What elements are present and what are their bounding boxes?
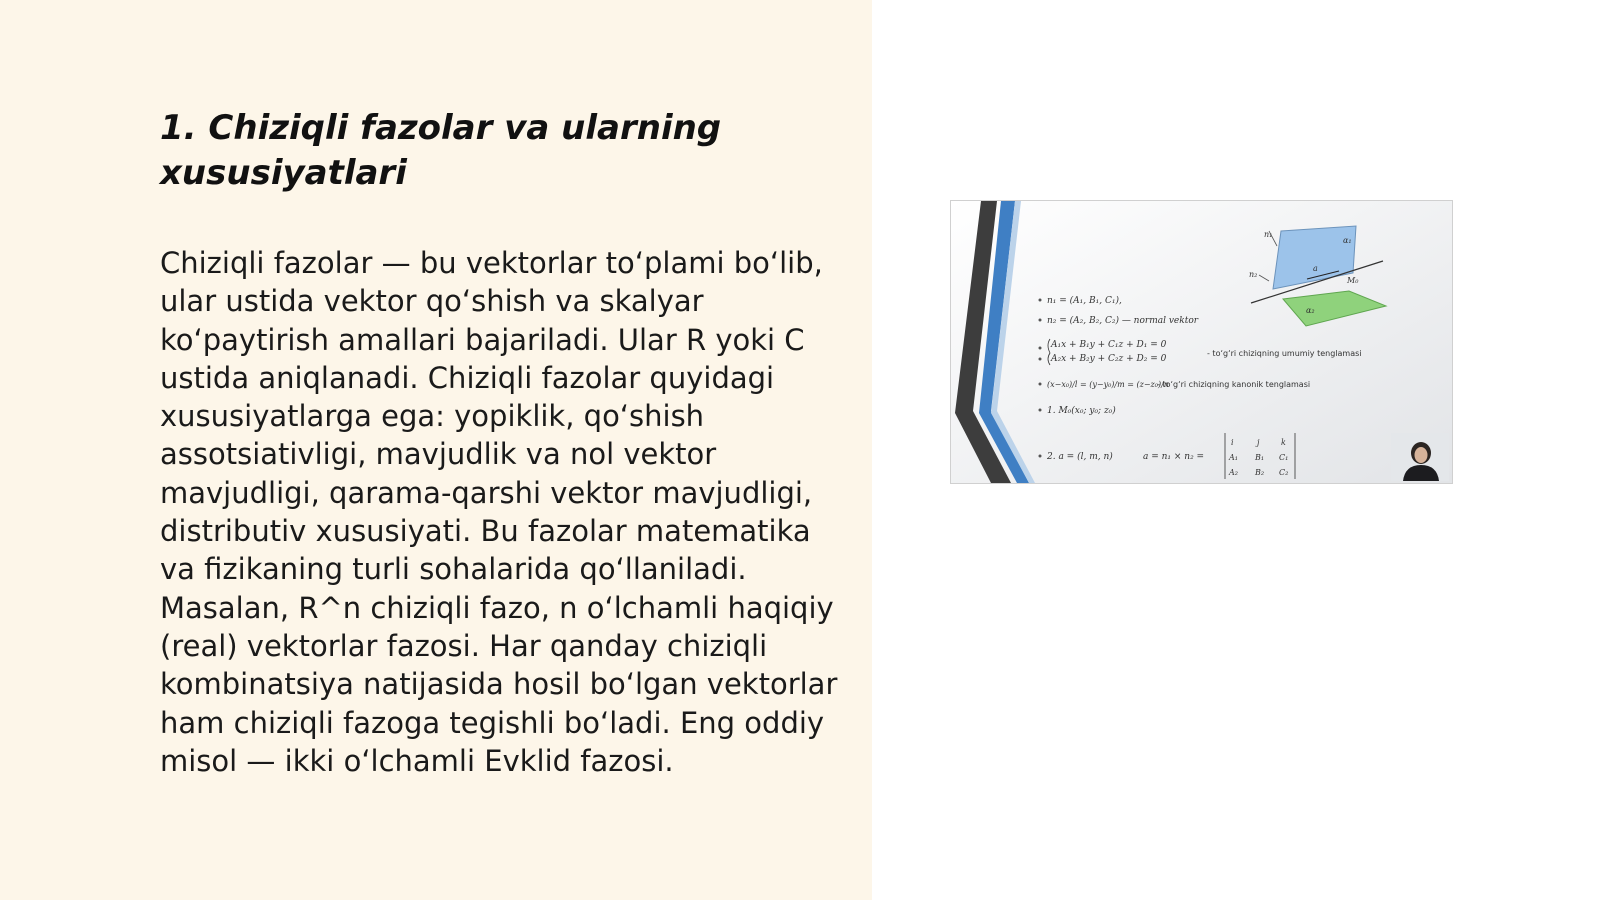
formula-caption: - to‘g‘ri chiziqning umumiy tenglamasi xyxy=(1207,349,1362,358)
slide-body-text: Chiziqli fazolar — bu vektorlar to‘plami bo‘lib, ular ustida vektor qo‘shish va skalyar ko‘paytirish amallari bajariladi. Ular R yoki C ustida aniqlanadi. Chiziqli fazolar quyidagi xususiyatlarga ega: yopiklik, qo‘shish assotsiativligi, mavjudlik va nol vektor mavjudligi, qarama-qarshi vektor mavjudligi, distributiv xususiyati. Bu fazolar matematika va fizikaning turli sohalarida qo‘llaniladi. Masalan, R^n chiziqli fazo, n o‘lchamli haqiqiy (real) vektorlar fazosi. Har qanday chiziqli kombinatsiya natijasida hosil bo‘lgan vektorlar ham chiziqli fazoga tegishli bo‘ladi. Eng oddiy misol — ikki o‘lchamli Evklid fazosi. xyxy=(160,246,838,778)
matrix-cell: A₁ xyxy=(1229,453,1238,462)
slide-title: 1. Chiziqli fazolar va ularning xususiyatlari xyxy=(160,108,722,193)
formula-line: (x−x₀)/l = (y−y₀)/m = (z−z₀)/n xyxy=(1047,380,1169,389)
formula-line: n₁ = (A₁, B₁, C₁), xyxy=(1047,296,1122,306)
figure-label: n₂ xyxy=(1249,270,1258,279)
formula-line: A₂x + B₂y + C₂z + D₂ = 0 xyxy=(1051,354,1167,364)
formula-caption: - to‘g‘ri chiziqning kanonik tenglamasi xyxy=(1157,380,1311,389)
matrix-cell: j xyxy=(1257,438,1260,447)
matrix-cell: i xyxy=(1231,438,1234,447)
matrix-cell: k xyxy=(1281,438,1286,447)
matrix-cell: A₂ xyxy=(1229,468,1238,477)
presenter-icon xyxy=(1391,433,1449,481)
formula-line: 2. a = (l, m, n) xyxy=(1047,452,1113,462)
figure-label: n₁ xyxy=(1264,230,1273,239)
webcam-thumbnail xyxy=(1391,433,1449,481)
matrix-cell: C₁ xyxy=(1279,453,1289,462)
matrix-cell: B₁ xyxy=(1255,453,1265,462)
figure-label: M₀ xyxy=(1347,276,1359,285)
formula-line: a = n₁ × n₂ = xyxy=(1143,452,1205,462)
matrix-cell: C₂ xyxy=(1279,468,1289,477)
lecture-video-screenshot xyxy=(950,200,1453,484)
formula-line: n₂ = (A₂, B₂, C₂) — normal vektor xyxy=(1047,316,1199,326)
figure-label: α₁ xyxy=(1343,236,1352,245)
matrix-cell: B₂ xyxy=(1255,468,1265,477)
figure-label: α₂ xyxy=(1306,306,1315,315)
lecture-slide-image xyxy=(951,201,1452,483)
formula-line: 1. M₀(x₀; y₀; z₀) xyxy=(1047,406,1116,416)
formula-line: A₁x + B₁y + C₁z + D₁ = 0 xyxy=(1051,340,1167,350)
figure-label: a xyxy=(1313,264,1318,273)
